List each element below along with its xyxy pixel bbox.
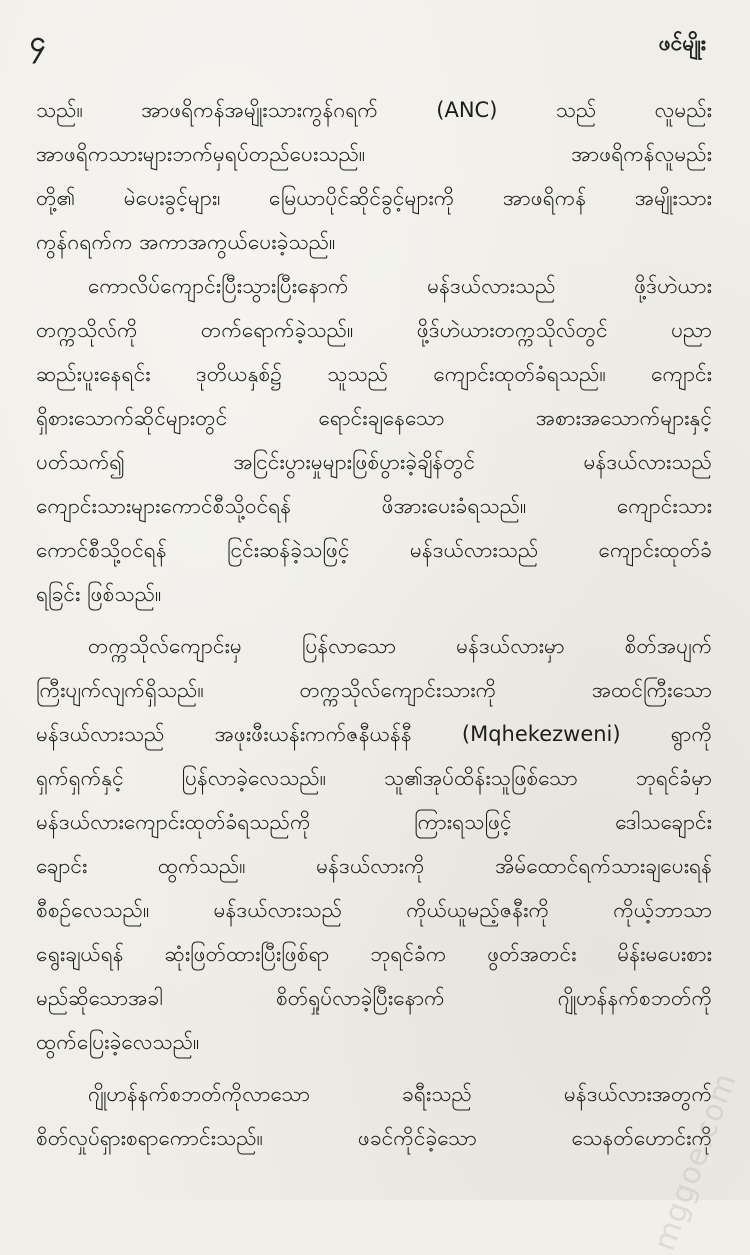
text-line: မန်ဒယ်လားသည် အဖုးဖီးယန်းကက်ဇနီယန်နီ (Mqhekezweni) ရွာကို (36, 722, 712, 746)
text-line: တို့၏ မဲပေးခွင့်များ၊ မြေယာပိုင်ဆိုင်ခွင့်များကို အာဖရိကန် အမျိုးသား (36, 186, 712, 210)
text-line: ကောင်စီသို့ဝင်ရန် ငြင်းဆန်ခဲ့သဖြင့် မန်ဒယ်လားသည် ကျောင်းထုတ်ခံ (36, 538, 712, 562)
body-text (36, 88, 712, 1160)
paragraph-gap (36, 616, 712, 624)
text-line: ဆည်းပူးနေရင်း ဒုတိယနှစ်၌ သူသည် ကျောင်းထုတ်ခံရသည်။ ကျောင်း (36, 362, 712, 386)
text-line: ကောလိပ်ကျောင်းပြီးသွားပြီးနောက် မန်ဒယ်လားသည် ဖို့ဒ်ဟဲယား (88, 274, 712, 298)
text-line: ထွက်ပြေးခဲ့လေသည်။ (36, 1030, 200, 1054)
page-number: ၄ (30, 25, 46, 58)
text-line: ကျောင်းသားများကောင်စီသို့ဝင်ရန် ဖိအားပေးခံရသည်။ ကျောင်းသား (36, 494, 712, 518)
text-line: ဂျိုဟန်နက်စဘတ်ကိုလာသော ခရီးသည် မန်ဒယ်လားအတွက် (88, 1082, 712, 1106)
text-line: မန်ဒယ်လားကျောင်းထုတ်ခံရသည်ကို ကြားရသဖြင့် ဒေါသချောင်း (36, 810, 712, 834)
text-line: ရခြင်း ဖြစ်သည်။ (36, 582, 162, 606)
text-line: တက္ကသိုလ်ကို တက်ရောက်ခဲ့သည်။ ဖို့ဒ်ဟဲယားတက္ကသိုလ်တွင် ပညာ (36, 318, 712, 342)
text-line: အာဖရိကသားများဘက်မှရပ်တည်ပေးသည်။ အာဖရိကန်လူမည်း (36, 142, 712, 166)
text-line: ကွန်ဂရက်က အကာအကွယ်ပေးခဲ့သည်။ (36, 230, 336, 254)
text-line: ချောင်း ထွက်သည်။ မန်ဒယ်လားကို အိမ်ထောင်ရက်သားချပေးရန် (36, 854, 712, 878)
text-line: စိတ်လှုပ်ရှားစရာကောင်းသည်။ ဖခင်ကိုင်ခဲ့သော သေနတ်ဟောင်းကို (36, 1126, 712, 1150)
watermark: mggoe.com (647, 1068, 744, 1255)
text-line: စီစဉ်လေသည်။ မန်ဒယ်လားသည် ကိုယ်ယူမည့်ဇနီးကို ကိုယ့်ဘာသာ (36, 898, 712, 922)
paragraph-1 (36, 88, 712, 264)
text-line: ပတ်သက်၍ အငြင်းပွားမှုများဖြစ်ပွားခဲ့ချိန်တွင် မန်ဒယ်လားသည် (36, 450, 712, 474)
text-line: သည်။ အာဖရိကန်အမျိုးသားကွန်ဂရက် (ANC) သည် လူမည်း (36, 98, 712, 122)
text-line: ကြီးပျက်လျက်ရှိသည်။ တက္ကသိုလ်ကျောင်းသားကို အထင်ကြီးသော (36, 678, 712, 702)
paragraph-gap (36, 1064, 712, 1072)
text-line: တက္ကသိုလ်ကျောင်းမှ ပြန်လာသော မန်ဒယ်လားမှာ စိတ်အပျက် (88, 634, 712, 658)
paragraph-3 (36, 624, 712, 1064)
running-title: ဖင်မျိုး (658, 31, 706, 55)
text-line: မည်ဆိုသောအခါ စိတ်ရှုပ်လာခဲ့ပြီးနောက် ဂျိုဟန်နက်စဘတ်ကို (36, 986, 712, 1010)
text-line: ရွေးချယ်ရန် ဆုံးဖြတ်ထားပြီးဖြစ်ရာ ဘုရင်ခံက ဖွတ်အတင်း မိန်းမပေးစား (36, 942, 712, 966)
paragraph-2 (36, 264, 712, 616)
text-line: ရှက်ရှက်နှင့် ပြန်လာခဲ့လေသည်။ သူ၏အုပ်ထိန်းသူဖြစ်သော ဘုရင်ခံမှာ (36, 766, 712, 790)
text-line: ရှိစားသောက်ဆိုင်များတွင် ရောင်းချနေသော အစားအသောက်များနှင့် (36, 406, 712, 430)
paragraph-4 (36, 1072, 712, 1160)
